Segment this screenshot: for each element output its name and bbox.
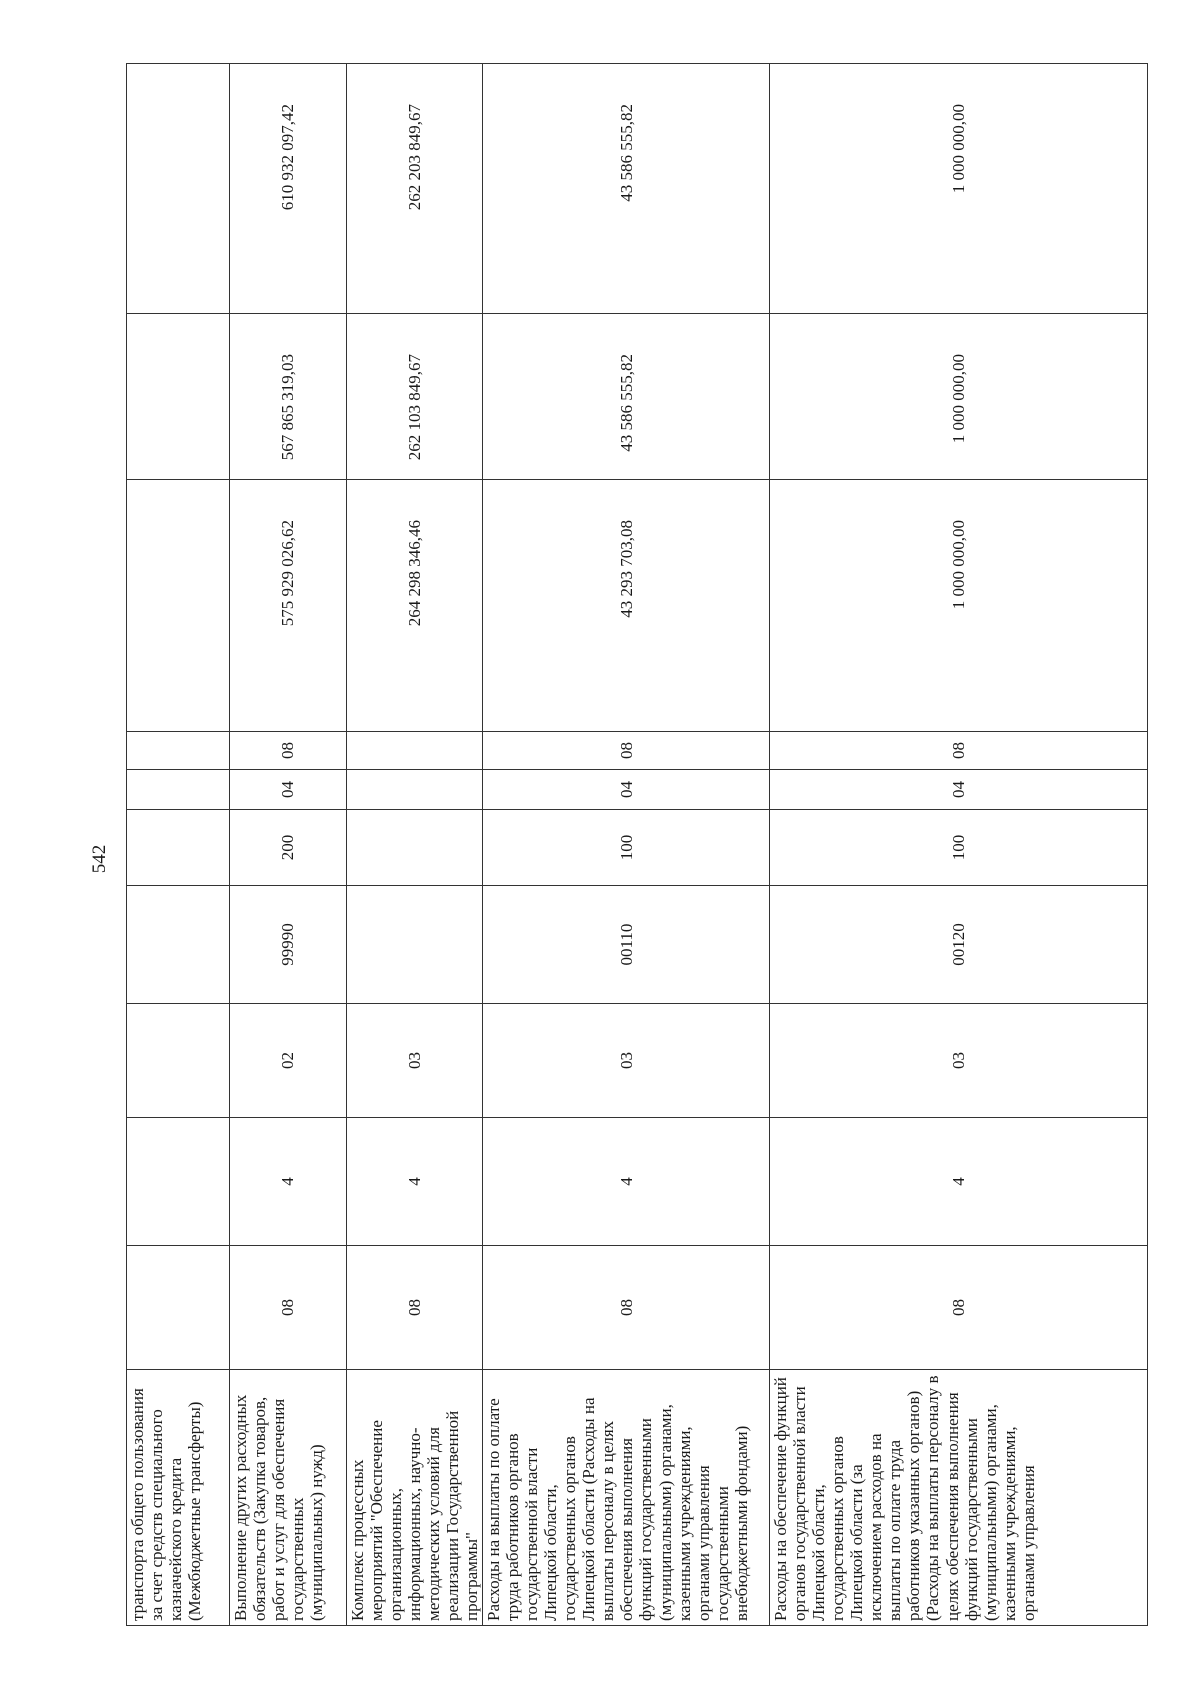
code-cell: 03 [483,1004,770,1118]
code-cell: 4 [347,1118,483,1246]
table-row [483,64,770,1626]
code-cell: 02 [230,1004,347,1118]
row-description: Комплекс процессных мероприятий "Обеспечение организационных, информационных, научно-методических условий для реализации Государственной программы" [347,1370,483,1626]
code-cell: 08 [770,1246,1148,1370]
table-row [770,64,1148,1626]
code-cell: 100 [483,810,770,886]
code-cell [347,770,483,810]
code-cell: 08 [770,732,1148,770]
code-cell: 00120 [770,886,1148,1004]
row-description: Выполнение других расходных обязательств (Закупка товаров, работ и услуг для обеспечения государственных (муниципальных) нужд) [230,1370,347,1626]
code-cell: 08 [230,1246,347,1370]
row-description: Расходы на выплаты по оплате труда работников органов государственной власти Липецкой области, государственных органов Липецкой области (Расходы на выплаты персоналу в целях обеспечения выполнения функций государственными (муниципальными) органами, казенными учреждениями, органами управления государственными внебюджетными фондами) [483,1370,770,1626]
table-row [347,64,483,1626]
code-cell [127,1004,230,1118]
code-cell: 08 [483,1246,770,1370]
table-row [230,64,347,1626]
code-cell: 4 [483,1118,770,1246]
code-cell: 4 [770,1118,1148,1246]
code-cell: 04 [230,770,347,810]
code-cell: 03 [770,1004,1148,1118]
code-cell: 4 [230,1118,347,1246]
amount-cell [127,64,230,314]
code-cell [347,810,483,886]
amount-cell: 262 203 849,67 [347,64,483,314]
amount-cell [127,314,230,480]
code-cell: 99990 [230,886,347,1004]
code-cell [347,732,483,770]
code-cell: 03 [347,1004,483,1118]
amount-cell: 43 293 703,08 [483,480,770,732]
page-number: 542 [89,844,110,874]
code-cell: 08 [230,732,347,770]
amount-cell [127,480,230,732]
code-cell: 04 [483,770,770,810]
amount-cell: 1 000 000,00 [770,314,1148,480]
code-cell: 04 [770,770,1148,810]
code-cell [127,1246,230,1370]
code-cell [127,732,230,770]
amount-cell: 262 103 849,67 [347,314,483,480]
rotated-page-content [126,64,1128,1626]
code-cell: 00110 [483,886,770,1004]
code-cell [127,810,230,886]
code-cell: 100 [770,810,1148,886]
amount-cell: 1 000 000,00 [770,64,1148,314]
code-cell [347,886,483,1004]
amount-cell: 610 932 097,42 [230,64,347,314]
amount-cell: 1 000 000,00 [770,480,1148,732]
code-cell: 200 [230,810,347,886]
code-cell [127,886,230,1004]
amount-cell: 567 865 319,03 [230,314,347,480]
budget-table [126,63,1148,1626]
amount-cell: 43 586 555,82 [483,64,770,314]
code-cell [127,1118,230,1246]
row-description: Расходы на обеспечение функций органов государственной власти Липецкой области, государственных органов Липецкой области (за исключением расходов на выплаты по оплате труда работников указанных органов) (Расходы на выплаты персоналу в целях обеспечения выполнения функций государственными (муниципальными) органами, казенными учреждениями, органами управления [770,1370,1148,1626]
row-description: транспорта общего пользования за счет средств специального казначейского кредита (Межбюджетные трансферты) [127,1370,230,1626]
code-cell [127,770,230,810]
table-row [127,64,230,1626]
code-cell: 08 [483,732,770,770]
budget-table-container [126,64,1128,1626]
amount-cell: 264 298 346,46 [347,480,483,732]
code-cell: 08 [347,1246,483,1370]
amount-cell: 575 929 026,62 [230,480,347,732]
amount-cell: 43 586 555,82 [483,314,770,480]
